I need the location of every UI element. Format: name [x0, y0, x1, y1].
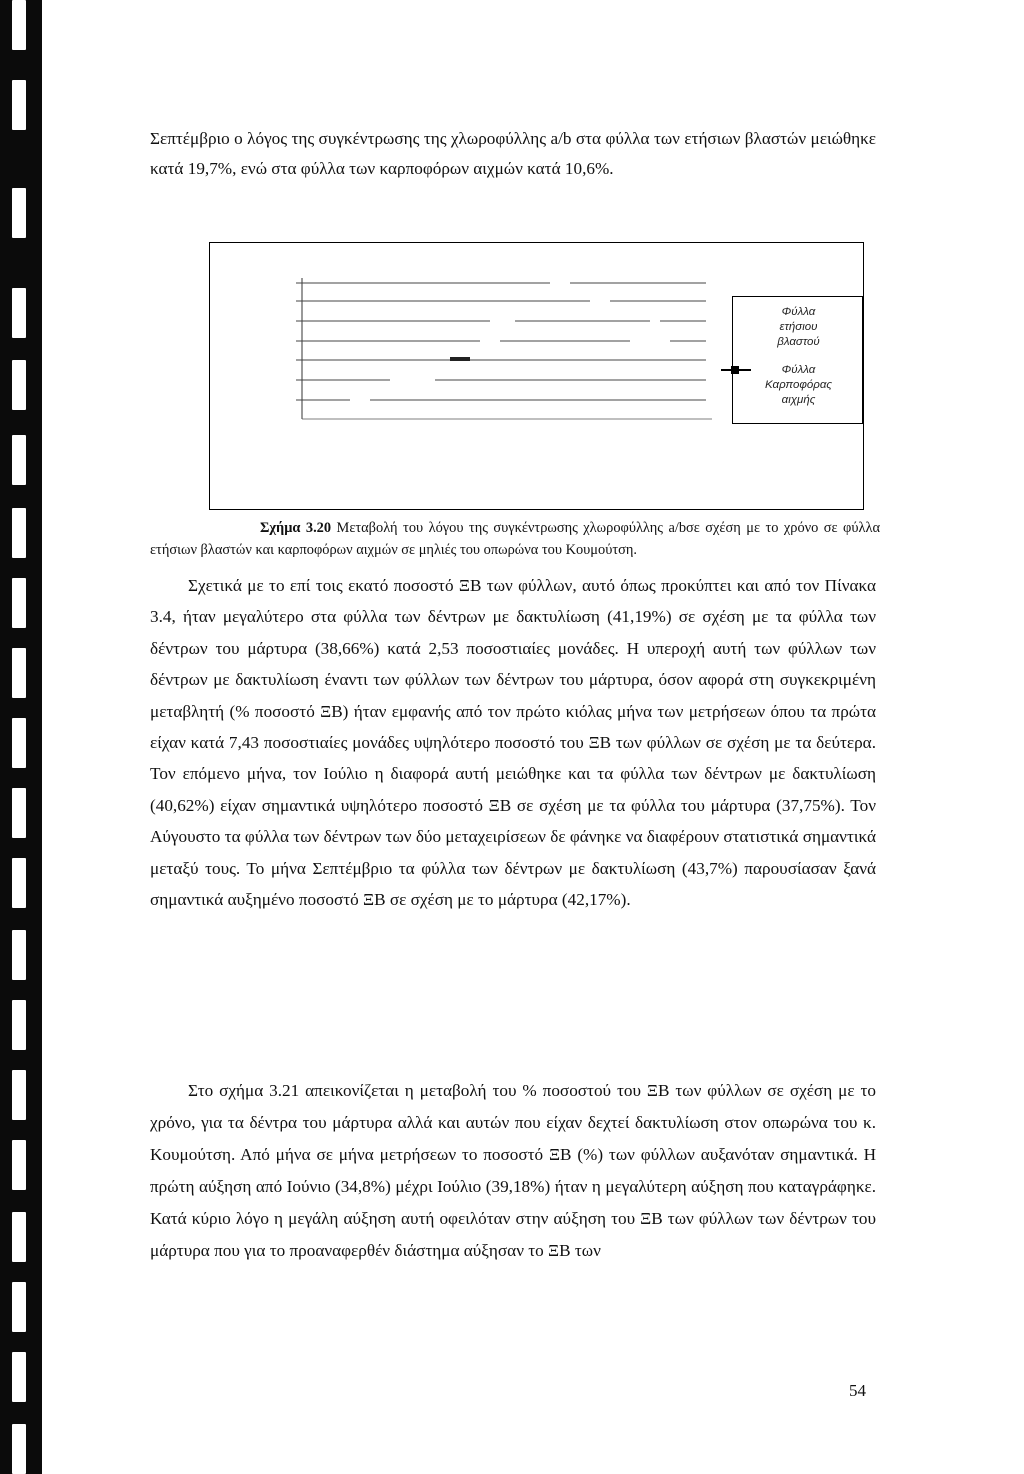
film-hole [12, 435, 26, 485]
film-hole [12, 508, 26, 558]
caption-label: Σχήμα 3.20 [260, 520, 332, 536]
film-hole [12, 718, 26, 768]
page-number: 54 [849, 1381, 866, 1400]
film-hole [12, 1352, 26, 1402]
film-hole [12, 360, 26, 410]
film-hole [12, 288, 26, 338]
legend-text: αιχμής [781, 394, 816, 406]
gridlines [296, 283, 706, 400]
film-hole [12, 930, 26, 980]
figure-caption [150, 517, 880, 561]
paragraph-figure-321: Στο σχήμα 3.21 απεικονίζεται η μεταβολή του % ποσοστού του ΞΒ των φύλλων σε σχέση με το χρόνο, για τα δέντρα του μάρτυρα αλλά και αυτών που είχαν δεχτεί δακτυλίωση στον οπωρώνα του κ. Κουμούτση. Από μήνα σε μήνα μετρήσεων το ποσοστό ΞΒ (%) των φύλλων αυξανόταν σημαντικά. Η πρώτη αύξηση από Ιούνιο (34,8%) μέχρι Ιούλιο (39,18%) ήταν η μεγαλύτερη αύξηση που καταγράφηκε. Κατά κύριο λόγο η μεγάλη αύξηση αυτή οφειλόταν στην αύξηση του ΞΒ των φύλλων των δέντρων του μάρτυρα που για το προαναφερθέν διάστημα αύξησαν το ΞΒ των [150, 1081, 876, 1260]
legend-entry-annual-shoot [733, 305, 864, 350]
legend-text: Φύλλα [781, 306, 816, 318]
film-hole [12, 788, 26, 838]
film-hole [12, 858, 26, 908]
film-hole [12, 1070, 26, 1120]
legend-text: Φύλλα [781, 364, 816, 376]
film-hole [12, 578, 26, 628]
film-hole [12, 1424, 26, 1474]
film-hole [12, 1282, 26, 1332]
film-strip-border [0, 0, 42, 1474]
film-hole [12, 188, 26, 238]
legend-text: ετήσιου [779, 321, 818, 333]
paragraph-xb-percentage: Σχετικά με το επί τοις εκατό ποσοστό ΞΒ των φύλλων, αυτό όπως προκύπτει και από τον Πίνακα 3.4, ήταν μεγαλύτερο στα φύλλα των δέντρων με δακτυλίωση (41,19%) σε σχέση με τα φύλλα των δέντρων του μάρτυρα (38,66%) κατά 2,53 ποσοστιαίες μονάδες. Η υπεροχή αυτή των φύλλων των δέντρων με δακτυλίωση έναντι των φύλλων των δέντρων του μάρτυρα, όσον αφορά στη συγκεκριμένη μεταβλητή (% ποσοστό ΞΒ) ήταν εμφανής από τον πρώτο κιόλας μήνα των μετρήσεων όπου τα πρώτα είχαν κατά 7,43 ποσοστιαίες μονάδες υψηλότερο ποσοστό του ΞΒ των φύλλων σε σχέση με τα δεύτερα. Τον επόμενο μήνα, τον Ιούλιο η διαφορά αυτή μειώθηκε και τα φύλλα των δέντρων με δακτυλίωση (40,62%) είχαν σημαντικά υψηλότερο ποσοστό ΞΒ σε σχέση με τα φύλλα του μάρτυρα (37,75%). Τον Αύγουστο τα φύλλα των δέντρων των δύο μεταχειρίσεων δε φάνηκε να διαφέρουν στατιστικά σημαντικά μεταξύ τους. Το μήνα Σεπτέμβριο τα φύλλα των δέντρων με δακτυλίωση (43,7%) παρουσίασαν ξανά σημαντικά αυξημένο ποσοστό ΞΒ σε σχέση με το μάρτυρα (42,17%). [150, 576, 876, 910]
legend-text: Καρποφόρας [765, 379, 832, 391]
legend-text: βλαστού [777, 336, 820, 348]
film-hole [12, 1140, 26, 1190]
caption-text: Μεταβολή του λόγου της συγκέντρωσης χλωροφύλλης a/bσε σχέση με το χρόνο σε φύλλα ετήσιων βλαστών και καρποφόρων αιχμών σε μηλιές του οπωρώνα του Κουμούτση. [150, 520, 880, 558]
figure-chart-frame [209, 242, 864, 510]
chart-legend [732, 296, 863, 424]
film-hole [12, 1212, 26, 1262]
film-hole [12, 0, 26, 50]
legend-entry-fruiting-spur [733, 363, 864, 408]
series-marker [450, 357, 470, 361]
film-hole [12, 1000, 26, 1050]
film-hole [12, 648, 26, 698]
paragraph-intro: Σεπτέμβριο ο λόγος της συγκέντρωσης της χλωροφύλλης a/b στα φύλλα των ετήσιων βλαστών μειώθηκε κατά 19,7%, ενώ στα φύλλα των καρποφόρων αιχμών κατά 10,6%. [150, 129, 876, 178]
film-hole [12, 80, 26, 130]
